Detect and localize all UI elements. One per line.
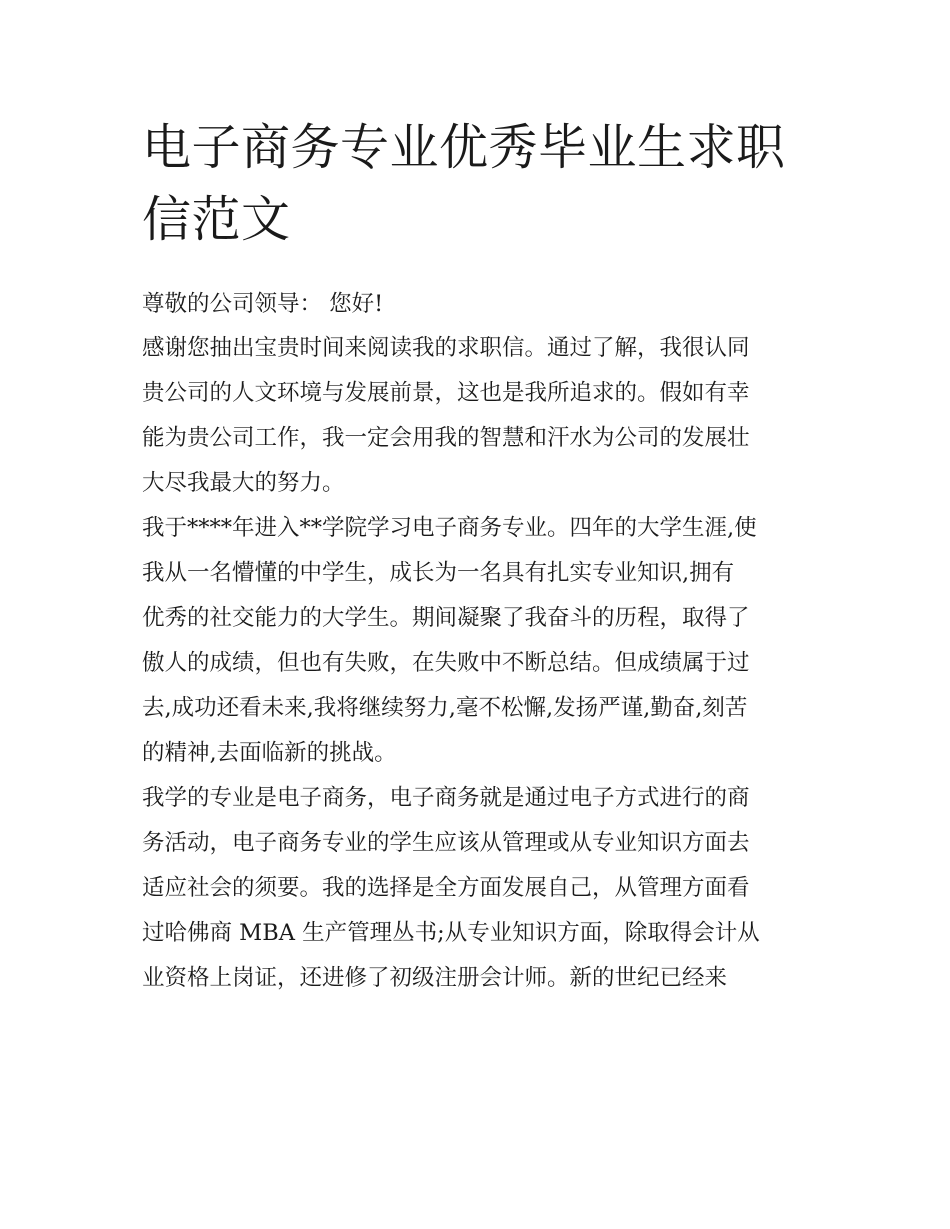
text-line: 优秀的社交能力的大学生。期间凝聚了我奋斗的历程，取得了 (142, 605, 750, 631)
text-line: 大尽我最大的努力。 (142, 470, 345, 496)
text-line: 贵公司的人文环境与发展前景，这也是我所追求的。假如有幸 (142, 380, 750, 406)
paragraph-education (142, 506, 814, 776)
text-line: 傲人的成绩，但也有失败，在失败中不断总结。但成绩属于过 (142, 650, 750, 676)
text-line: 我于****年进入**学院学习电子商务专业。四年的大学生涯,使 (142, 515, 757, 541)
paragraph-major (142, 776, 814, 1001)
title-line: 信范文 (142, 191, 291, 248)
text-line: 我从一名懵懂的中学生，成长为一名具有扎实专业知识,拥有 (142, 560, 735, 586)
title-line: 电子商务专业优秀毕业生求职 (142, 119, 786, 176)
text-line: 适应社会的须要。我的选择是全方面发展自己，从管理方面看 (142, 875, 750, 901)
text-line: 的精神,去面临新的挑战。 (142, 740, 397, 766)
greeting-line: 尊敬的公司领导： 您好! (142, 291, 384, 317)
text-line: 感谢您抽出宝贵时间来阅读我的求职信。通过了解，我很认同 (142, 335, 750, 361)
document-page (142, 112, 814, 1001)
text-line: 能为贵公司工作，我一定会用我的智慧和汗水为公司的发展壮 (142, 425, 750, 451)
text-line: 务活动，电子商务专业的学生应该从管理或从专业知识方面去 (142, 830, 750, 856)
text-line: 过哈佛商 MBA 生产管理丛书;从专业知识方面，除取得会计从 (142, 920, 760, 946)
text-line: 去,成功还看未来,我将继续努力,毫不松懈,发扬严谨,勤奋,刻苦 (142, 695, 748, 721)
text-line: 业资格上岗证，还进修了初级注册会计师。新的世纪已经来 (142, 965, 728, 991)
paragraph-thanks (142, 326, 814, 506)
text-line: 我学的专业是电子商务，电子商务就是通过电子方式进行的商 (142, 785, 750, 811)
document-title (142, 112, 814, 256)
